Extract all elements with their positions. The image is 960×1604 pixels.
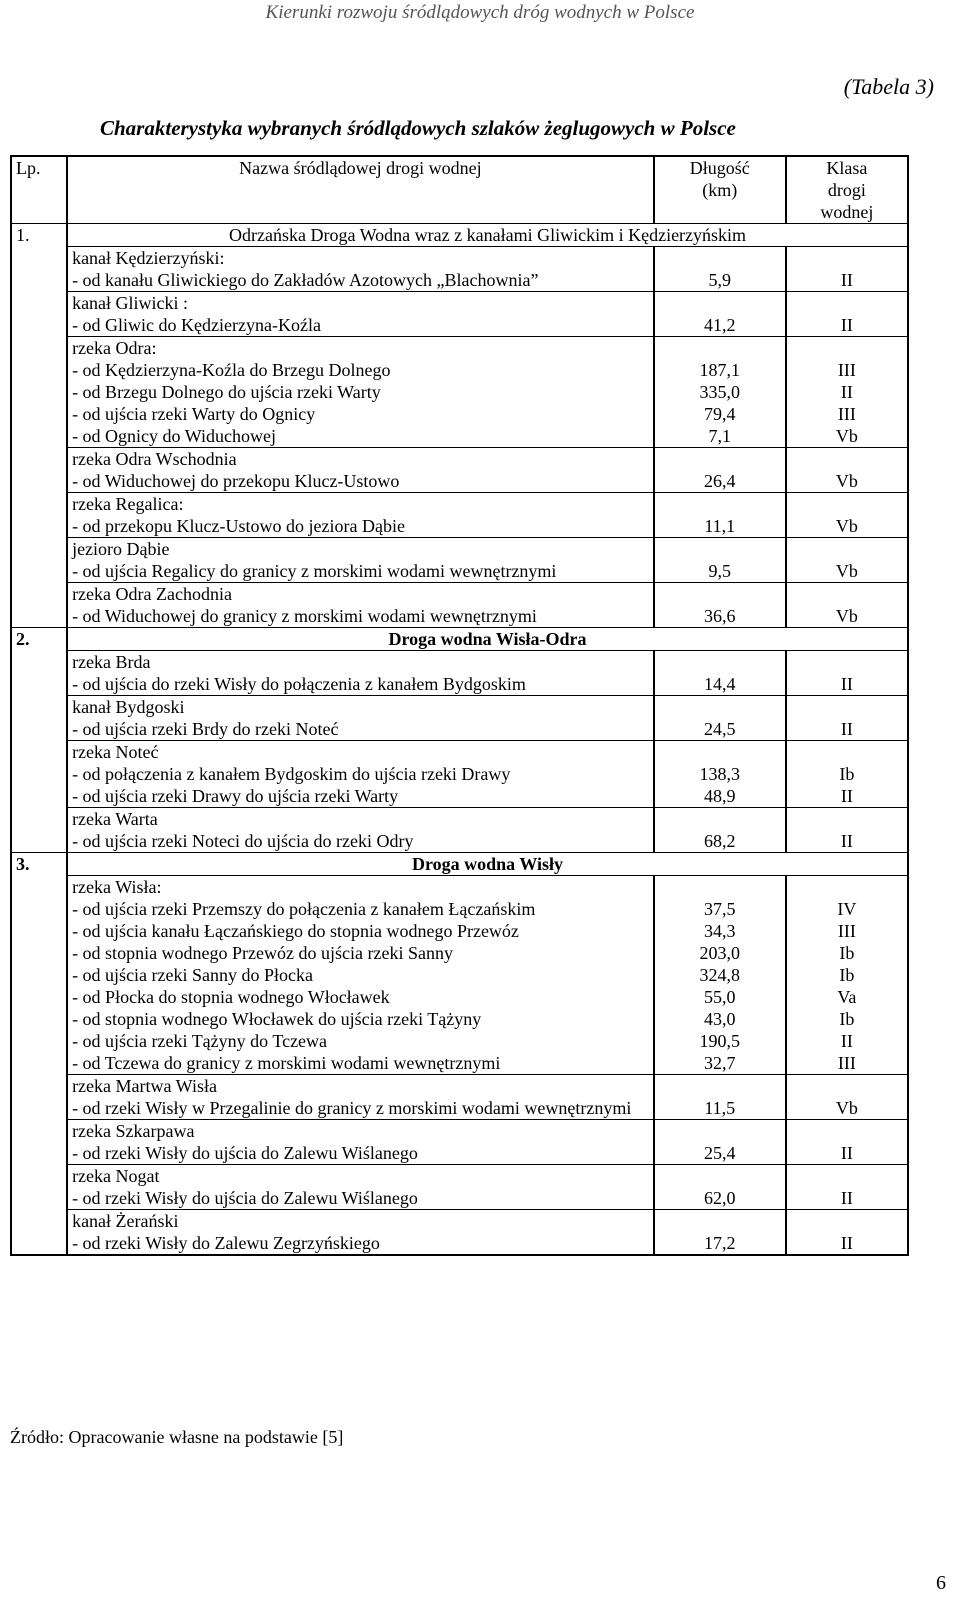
lp-spacer (11, 651, 67, 674)
table-row (11, 359, 908, 381)
segment-description: - od ujścia rzeki Drawy do ujścia rzeki Warty (67, 785, 654, 808)
header-class (786, 156, 908, 224)
group-name: rzeka Brda (67, 651, 654, 674)
group-row (11, 876, 908, 899)
length-spacer (654, 247, 786, 270)
lp-spacer (11, 920, 67, 942)
lp-spacer (11, 583, 67, 606)
segment-class: III (786, 359, 908, 381)
section-row (11, 628, 908, 651)
group-row (11, 247, 908, 270)
lp-spacer (11, 292, 67, 315)
lp-spacer (11, 830, 67, 853)
segment-class: Ib (786, 964, 908, 986)
lp-spacer (11, 718, 67, 741)
lp-spacer (11, 1210, 67, 1233)
segment-description: - od rzeki Wisły do ujścia do Zalewu Wiślanego (67, 1142, 654, 1165)
class-spacer (786, 337, 908, 360)
segment-description: - od ujścia rzeki Tążyny do Tczewa (67, 1030, 654, 1052)
lp-spacer (11, 964, 67, 986)
group-name: rzeka Martwa Wisła (67, 1075, 654, 1098)
running-header: Kierunki rozwoju śródlądowych dróg wodnych w Polsce (265, 2, 695, 23)
class-spacer (786, 247, 908, 270)
class-spacer (786, 876, 908, 899)
segment-class: III (786, 920, 908, 942)
segment-description: - od Płocka do stopnia wodnego Włocławek (67, 986, 654, 1008)
group-row (11, 808, 908, 831)
table-row (11, 964, 908, 986)
table-row (11, 830, 908, 853)
segment-length: 24,5 (654, 718, 786, 741)
group-row (11, 651, 908, 674)
section-number: 2. (11, 628, 67, 651)
table-row (11, 1232, 908, 1255)
lp-spacer (11, 1097, 67, 1120)
group-row (11, 448, 908, 471)
table-row (11, 605, 908, 628)
segment-class: II (786, 1187, 908, 1210)
segment-description: - od ujścia do rzeki Wisły do połączenia z kanałem Bydgoskim (67, 673, 654, 696)
waterways-table (10, 155, 909, 1256)
table-body (11, 224, 908, 1256)
class-spacer (786, 1210, 908, 1233)
group-name: kanał Bydgoski (67, 696, 654, 719)
table-row (11, 785, 908, 808)
segment-class: IV (786, 898, 908, 920)
table-row (11, 1187, 908, 1210)
segment-length: 187,1 (654, 359, 786, 381)
lp-spacer (11, 986, 67, 1008)
group-name: rzeka Odra Wschodnia (67, 448, 654, 471)
section-title: Droga wodna Wisła-Odra (67, 628, 908, 651)
segment-class: Vb (786, 605, 908, 628)
header-class-line1: Klasa (826, 158, 868, 178)
lp-spacer (11, 876, 67, 899)
group-row (11, 1120, 908, 1143)
segment-class: II (786, 1142, 908, 1165)
segment-length: 68,2 (654, 830, 786, 853)
length-spacer (654, 1165, 786, 1188)
table-row (11, 515, 908, 538)
table-row (11, 942, 908, 964)
length-spacer (654, 1120, 786, 1143)
group-name: rzeka Noteć (67, 741, 654, 764)
lp-spacer (11, 515, 67, 538)
lp-spacer (11, 403, 67, 425)
segment-description: - od ujścia rzeki Przemszy do połączenia z kanałem Łączańskim (67, 898, 654, 920)
lp-spacer (11, 741, 67, 764)
length-spacer (654, 696, 786, 719)
length-spacer (654, 876, 786, 899)
table-row (11, 470, 908, 493)
lp-spacer (11, 1142, 67, 1165)
segment-class: II (786, 314, 908, 337)
segment-length: 48,9 (654, 785, 786, 808)
header-length (654, 156, 786, 224)
lp-spacer (11, 314, 67, 337)
header-length-line2: (km) (702, 180, 738, 200)
table-row (11, 898, 908, 920)
segment-class: Vb (786, 1097, 908, 1120)
lp-spacer (11, 673, 67, 696)
lp-spacer (11, 448, 67, 471)
segment-description: - od Ognicy do Widuchowej (67, 425, 654, 448)
group-row (11, 583, 908, 606)
lp-spacer (11, 425, 67, 448)
group-name: rzeka Warta (67, 808, 654, 831)
segment-description: - od Kędzierzyna-Koźla do Brzegu Dolnego (67, 359, 654, 381)
section-title: Odrzańska Droga Wodna wraz z kanałami Gliwickim i Kędzierzyńskim (67, 224, 908, 247)
group-name: rzeka Nogat (67, 1165, 654, 1188)
class-spacer (786, 583, 908, 606)
table-row (11, 673, 908, 696)
segment-class: Va (786, 986, 908, 1008)
table-title: Charakterystyka wybranych śródlądowych szlaków żeglugowych w Polsce (100, 116, 736, 140)
segment-class: Ib (786, 1008, 908, 1030)
group-name: kanał Gliwicki : (67, 292, 654, 315)
lp-spacer (11, 696, 67, 719)
segment-class: Ib (786, 942, 908, 964)
lp-spacer (11, 808, 67, 831)
lp-spacer (11, 337, 67, 360)
segment-class: II (786, 785, 908, 808)
segment-class: II (786, 1232, 908, 1255)
segment-description: - od ujścia rzeki Noteci do ujścia do rzeki Odry (67, 830, 654, 853)
length-spacer (654, 538, 786, 561)
length-spacer (654, 337, 786, 360)
segment-class: III (786, 1052, 908, 1075)
table-row (11, 920, 908, 942)
segment-length: 11,1 (654, 515, 786, 538)
segment-length: 190,5 (654, 1030, 786, 1052)
segment-class: Vb (786, 470, 908, 493)
segment-description: - od rzeki Wisły do Zalewu Zegrzyńskiego (67, 1232, 654, 1255)
header-class-line3: wodnej (820, 202, 874, 222)
segment-description: - od stopnia wodnego Przewóz do ujścia rzeki Sanny (67, 942, 654, 964)
lp-spacer (11, 1052, 67, 1075)
class-spacer (786, 292, 908, 315)
segment-length: 7,1 (654, 425, 786, 448)
table-row (11, 986, 908, 1008)
class-spacer (786, 1165, 908, 1188)
length-spacer (654, 808, 786, 831)
segment-length: 55,0 (654, 986, 786, 1008)
segment-class: II (786, 1030, 908, 1052)
lp-spacer (11, 898, 67, 920)
table-row (11, 314, 908, 337)
group-name: kanał Kędzierzyński: (67, 247, 654, 270)
group-row (11, 696, 908, 719)
lp-spacer (11, 247, 67, 270)
segment-description: - od Tczewa do granicy z morskimi wodami wewnętrznymi (67, 1052, 654, 1075)
segment-length: 26,4 (654, 470, 786, 493)
segment-length: 138,3 (654, 763, 786, 785)
group-row (11, 1210, 908, 1233)
group-row (11, 538, 908, 561)
segment-description: - od ujścia rzeki Brdy do rzeki Noteć (67, 718, 654, 741)
segment-length: 11,5 (654, 1097, 786, 1120)
section-title: Droga wodna Wisły (67, 853, 908, 876)
lp-spacer (11, 1120, 67, 1143)
table-row (11, 1097, 908, 1120)
length-spacer (654, 292, 786, 315)
segment-length: 17,2 (654, 1232, 786, 1255)
segment-description: - od Brzegu Dolnego do ujścia rzeki Warty (67, 381, 654, 403)
length-spacer (654, 493, 786, 516)
table-row (11, 381, 908, 403)
group-name: jezioro Dąbie (67, 538, 654, 561)
class-spacer (786, 651, 908, 674)
segment-length: 36,6 (654, 605, 786, 628)
segment-class: II (786, 269, 908, 292)
segment-length: 62,0 (654, 1187, 786, 1210)
segment-description: - od ujścia Regalicy do granicy z morskimi wodami wewnętrznymi (67, 560, 654, 583)
section-row (11, 224, 908, 247)
group-name: rzeka Odra Zachodnia (67, 583, 654, 606)
header-name: Nazwa śródlądowej drogi wodnej (67, 156, 654, 224)
segment-length: 79,4 (654, 403, 786, 425)
group-row (11, 493, 908, 516)
class-spacer (786, 696, 908, 719)
table-row (11, 403, 908, 425)
segment-class: II (786, 381, 908, 403)
source-note: Źródło: Opracowanie własne na podstawie [5] (10, 1427, 344, 1447)
segment-class: Ib (786, 763, 908, 785)
section-number: 1. (11, 224, 67, 247)
segment-length: 34,3 (654, 920, 786, 942)
length-spacer (654, 583, 786, 606)
lp-spacer (11, 470, 67, 493)
group-row (11, 1075, 908, 1098)
group-name: rzeka Regalica: (67, 493, 654, 516)
segment-class: Vb (786, 560, 908, 583)
segment-length: 324,8 (654, 964, 786, 986)
lp-spacer (11, 1232, 67, 1255)
header-length-line1: Długość (689, 158, 750, 178)
segment-length: 203,0 (654, 942, 786, 964)
table-row (11, 718, 908, 741)
group-row (11, 1165, 908, 1188)
segment-description: - od rzeki Wisły do ujścia do Zalewu Wiślanego (67, 1187, 654, 1210)
header-row (11, 156, 908, 224)
lp-spacer (11, 1187, 67, 1210)
class-spacer (786, 1075, 908, 1098)
class-spacer (786, 538, 908, 561)
length-spacer (654, 448, 786, 471)
length-spacer (654, 1075, 786, 1098)
lp-spacer (11, 493, 67, 516)
group-row (11, 292, 908, 315)
table-row (11, 1142, 908, 1165)
segment-class: II (786, 830, 908, 853)
segment-length: 335,0 (654, 381, 786, 403)
segment-description: - od Widuchowej do granicy z morskimi wodami wewnętrznymi (67, 605, 654, 628)
segment-class: III (786, 403, 908, 425)
lp-spacer (11, 538, 67, 561)
section-row (11, 853, 908, 876)
table-row (11, 763, 908, 785)
length-spacer (654, 741, 786, 764)
segment-length: 9,5 (654, 560, 786, 583)
segment-class: II (786, 718, 908, 741)
group-row (11, 337, 908, 360)
group-row (11, 741, 908, 764)
segment-length: 5,9 (654, 269, 786, 292)
group-name: rzeka Szkarpawa (67, 1120, 654, 1143)
lp-spacer (11, 605, 67, 628)
segment-length: 37,5 (654, 898, 786, 920)
group-name: rzeka Wisła: (67, 876, 654, 899)
table-row (11, 425, 908, 448)
lp-spacer (11, 1165, 67, 1188)
length-spacer (654, 651, 786, 674)
segment-description: - od ujścia kanału Łączańskiego do stopnia wodnego Przewóz (67, 920, 654, 942)
header-class-line2: drogi (827, 180, 866, 200)
lp-spacer (11, 359, 67, 381)
lp-spacer (11, 1030, 67, 1052)
segment-description: - od połączenia z kanałem Bydgoskim do ujścia rzeki Drawy (67, 763, 654, 785)
table-row (11, 269, 908, 292)
group-name: rzeka Odra: (67, 337, 654, 360)
page-number: 6 (936, 1572, 946, 1594)
class-spacer (786, 741, 908, 764)
segment-length: 32,7 (654, 1052, 786, 1075)
segment-description: - od rzeki Wisły w Przegalinie do granicy z morskimi wodami wewnętrznymi (67, 1097, 654, 1120)
segment-description: - od ujścia rzeki Sanny do Płocka (67, 964, 654, 986)
segment-length: 14,4 (654, 673, 786, 696)
table-label: (Tabela 3) (843, 74, 934, 99)
segment-class: Vb (786, 515, 908, 538)
table-row (11, 1030, 908, 1052)
table-row (11, 560, 908, 583)
lp-spacer (11, 785, 67, 808)
segment-description: - od Gliwic do Kędzierzyna-Koźla (67, 314, 654, 337)
lp-spacer (11, 381, 67, 403)
class-spacer (786, 1120, 908, 1143)
group-name: kanał Żerański (67, 1210, 654, 1233)
lp-spacer (11, 942, 67, 964)
section-number: 3. (11, 853, 67, 876)
lp-spacer (11, 269, 67, 292)
segment-description: - od ujścia rzeki Warty do Ognicy (67, 403, 654, 425)
segment-description: - od kanału Gliwickiego do Zakładów Azotowych „Blachownia” (67, 269, 654, 292)
segment-length: 43,0 (654, 1008, 786, 1030)
lp-spacer (11, 1008, 67, 1030)
table-row (11, 1008, 908, 1030)
lp-spacer (11, 1075, 67, 1098)
lp-spacer (11, 560, 67, 583)
segment-class: Vb (786, 425, 908, 448)
class-spacer (786, 493, 908, 516)
segment-length: 25,4 (654, 1142, 786, 1165)
segment-class: II (786, 673, 908, 696)
lp-spacer (11, 763, 67, 785)
header-lp: Lp. (11, 156, 67, 224)
segment-description: - od stopnia wodnego Włocławek do ujścia rzeki Tążyny (67, 1008, 654, 1030)
class-spacer (786, 448, 908, 471)
segment-description: - od przekopu Klucz-Ustowo do jeziora Dąbie (67, 515, 654, 538)
class-spacer (786, 808, 908, 831)
table-row (11, 1052, 908, 1075)
segment-length: 41,2 (654, 314, 786, 337)
length-spacer (654, 1210, 786, 1233)
segment-description: - od Widuchowej do przekopu Klucz-Ustowo (67, 470, 654, 493)
